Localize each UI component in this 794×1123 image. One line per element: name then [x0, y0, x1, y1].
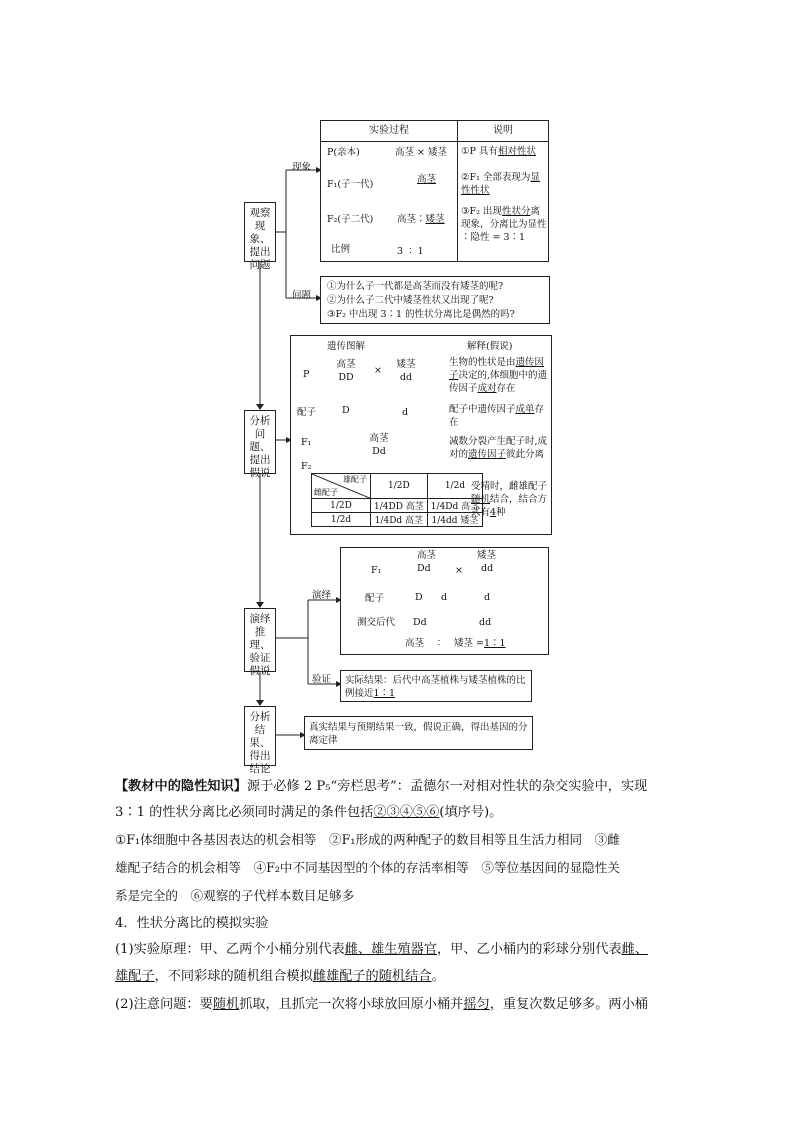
tc-off-Dd: Dd	[413, 617, 427, 628]
tc-short: 矮茎	[477, 550, 497, 561]
stage-deduce: 演绎推理、验证假说	[244, 608, 276, 672]
explanation-2: 配子中遗传因子成单存在	[449, 404, 545, 428]
tc-cross: ×	[455, 565, 463, 576]
label-question: 问题	[292, 290, 312, 301]
punnett-corner: 雄配子 雌配子	[312, 474, 371, 499]
section4-title: 4．性状分离比的模拟实验	[115, 916, 269, 931]
hyp-title-right: 解释(假说)	[467, 341, 513, 352]
condition-line-a: ①F₁体细胞中各基因表达的机会相等 ②F₁形成的两种配子的数目相等且生活力相同 ③雌	[115, 832, 620, 847]
hyp-p: P	[303, 369, 310, 380]
tc-gamete-D: D	[415, 592, 423, 603]
questions-box	[320, 276, 550, 324]
conclusion-box: 真实结果与预期结果一致，假说正确，得出基因的分离定律	[304, 716, 533, 750]
label-verify: 验证	[312, 674, 332, 685]
hyp-title-left: 遗传图解	[327, 341, 366, 352]
tc-f1: F₁	[371, 565, 382, 576]
tc-gamete-d1: d	[441, 592, 448, 603]
explanation-1: 生物的性状是由遗传因子决定的,体细胞中的遗传因子成对存在	[449, 357, 548, 394]
hypothesis-box	[290, 335, 552, 535]
tc-off-dd: dd	[479, 617, 492, 628]
hyp-f1-value: 高茎 Dd	[369, 433, 389, 457]
header-note: 说明	[493, 125, 513, 136]
hidden-knowledge-line1: 【教材中的隐性知识】源于必修 2 P₅“旁栏思考”：孟德尔一对相对性状的杂交实验中，实现	[115, 779, 648, 794]
hyp-short: 矮茎 dd	[396, 359, 416, 383]
tc-dd: dd	[481, 563, 494, 574]
tc-ratio: 高茎 ∶ 矮茎 =1∶1	[405, 638, 506, 649]
tc-tall: 高茎	[417, 550, 437, 561]
section4-notes: (2)注意问题：要随机抓取，且抓完一次将小球放回原小桶并摇匀，重复次数足够多。两小桶	[115, 997, 648, 1012]
label-deduce: 演绎	[312, 590, 332, 601]
hyp-f2: F₂	[301, 461, 312, 472]
note-2: ②F₁ 全部表现为显性性状	[461, 172, 540, 196]
explanation-4: 受精时，雌雄配子随机结合，结合方式有4种	[471, 481, 548, 518]
hyp-gamete: 配子	[297, 407, 317, 418]
tc-gamete: 配子	[365, 593, 385, 604]
f1-label: F₁(子一代)	[327, 179, 374, 190]
explanation-3: 减数分裂产生配子时,成对的遗传因子彼此分离	[449, 436, 548, 460]
ratio-label: 比例	[331, 244, 351, 255]
ratio-value: 3 ∶ 1	[397, 246, 424, 257]
question-1: ①为什么子一代都是高茎而没有矮茎的呢?	[327, 281, 504, 292]
section4-principle-line2: 雄配子，不同彩球的随机组合模拟雌雄配子的随机结合。	[115, 969, 445, 984]
hyp-gamete-D: D	[342, 405, 350, 416]
tc-gamete-d2: d	[484, 592, 491, 603]
p-label: P(亲本)	[327, 147, 360, 158]
stage-hypothesize: 分析问题、提出假说	[244, 410, 276, 474]
note-1: ①P 具有相对性状	[461, 146, 536, 157]
tc-offspring: 测交后代	[357, 617, 396, 628]
hyp-tall: 高茎 DD	[336, 359, 356, 383]
stage-observe: 观察现象、提出问题	[244, 202, 276, 262]
condition-line-b: 雄配子结合的机会相等 ④F₂中不同基因型的个体的存活率相等 ⑤等位基因间的显隐性关	[115, 860, 620, 875]
p-cross: 高茎 × 矮茎	[395, 147, 447, 158]
header-process: 实验过程	[369, 125, 409, 136]
punnett-table: 雄配子 雌配子 1/2D 1/2d 1/2D 1/4DD 高茎 1/4Dd 高茎 1/2d 1/4Dd 高茎 1/4dd 矮茎	[311, 473, 483, 527]
tc-Dd: Dd	[417, 563, 431, 574]
question-3: ③F₂ 中出现 3∶1 的性状分离比是偶然的吗?	[327, 309, 515, 320]
testcross-box	[340, 547, 549, 655]
note-3: ③F₂ 出现性状分离现象，分离比为显性∶隐性 = 3∶1	[461, 206, 547, 243]
condition-line-c: 系是完全的 ⑥观察的子代样本数目足够多	[115, 888, 355, 903]
f1-value: 高茎	[417, 174, 437, 185]
f2-label: F₂(子二代)	[327, 214, 374, 225]
section4-principle-line1: (1)实验原理：甲、乙两个小桶分别代表雌、雄生殖器官，甲、乙小桶内的彩球分别代表雌、	[115, 942, 648, 957]
f2-values: 高茎∶矮茎	[397, 214, 445, 225]
stage-conclude: 分析结果、得出结论	[244, 706, 276, 766]
label-phenomenon: 现象	[292, 162, 312, 173]
hyp-cross: ×	[374, 365, 382, 376]
hyp-f1: F₁	[301, 437, 312, 448]
verify-box: 实际结果：后代中高茎植株与矮茎植株的比例接近1∶1	[340, 670, 532, 702]
experiment-table	[320, 120, 549, 262]
hidden-knowledge-line2: 3∶1 的性状分离比必须同时满足的条件包括②③④⑤⑥(填序号)。	[115, 805, 503, 820]
hyp-gamete-d: d	[402, 407, 409, 418]
question-2: ②为什么子二代中矮茎性状又出现了呢?	[327, 295, 494, 306]
